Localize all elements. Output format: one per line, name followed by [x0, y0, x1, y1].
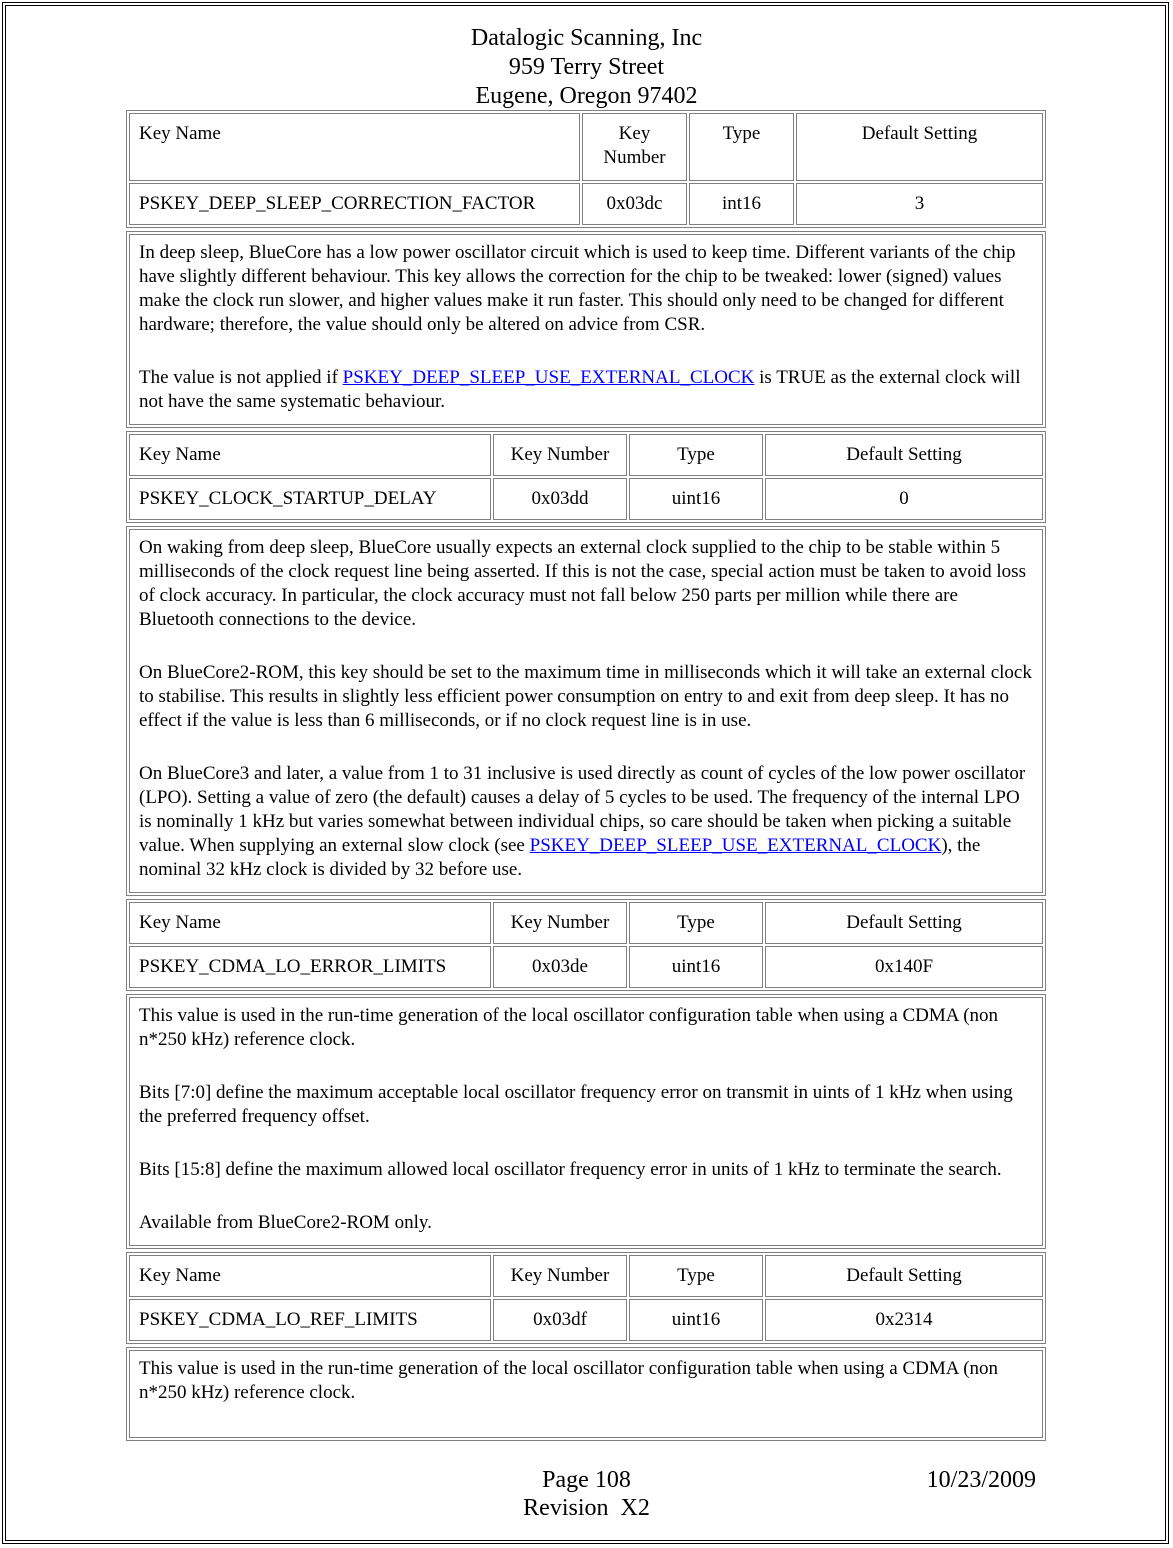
key-name-header: Key Name: [129, 434, 491, 476]
company-city: Eugene, Oregon 97402: [475, 83, 698, 109]
revision: Revision X2: [523, 1495, 650, 1521]
key-table-cdma-lo-ref-limits: [126, 1252, 1046, 1344]
key-number-value: 0x03de: [493, 946, 627, 988]
key-value-row: [129, 1299, 1043, 1341]
company-name: Datalogic Scanning, Inc: [470, 25, 703, 51]
key-name-value: PSKEY_DEEP_SLEEP_CORRECTION_FACTOR: [129, 183, 580, 225]
type-value: uint16: [629, 946, 763, 988]
document-header: [0, 24, 1173, 111]
key-table-deep-sleep-correction-factor: [126, 110, 1046, 228]
key-number-value: 0x03dd: [493, 478, 627, 520]
key-number-value: 0x03df: [493, 1299, 627, 1341]
default-setting-value: 3: [796, 183, 1043, 225]
key-name-header: Key Name: [129, 902, 491, 944]
key-header-row: [129, 1255, 1043, 1297]
key-number-header: Key Number: [493, 902, 627, 944]
type-header: Type: [629, 1255, 763, 1297]
description-paragraph: Available from BlueCore2-ROM only.: [139, 1212, 432, 1233]
key-name-header: Key Name: [129, 113, 580, 181]
deep-sleep-use-external-clock-link[interactable]: PSKEY_DEEP_SLEEP_USE_EXTERNAL_CLOCK: [342, 367, 755, 388]
type-value: uint16: [629, 478, 763, 520]
key-value-row: [129, 946, 1043, 988]
key-description: [129, 997, 1043, 1246]
description-paragraph: In deep sleep, BlueCore has a low power oscillator circuit which is used to keep time. Different variants of the chip have slightly different behaviour. This key allows the correction for the chip to be tweaked: lower (signed) values make the clock run slower, and higher values make it run faster. This should only need to be changed for different hardware; therefore, the value should only be altered on advice from CSR.: [139, 242, 1016, 335]
key-number-header: Key Number: [493, 434, 627, 476]
description-paragraph: The value is not applied if PSKEY_DEEP_SLEEP_USE_EXTERNAL_CLOCK is TRUE as the external clock will not have the same systematic behaviour.: [139, 367, 1021, 412]
key-name-value: PSKEY_CDMA_LO_ERROR_LIMITS: [129, 946, 491, 988]
description-paragraph: Bits [15:8] define the maximum allowed local oscillator frequency error in units of 1 kHz to terminate the search.: [139, 1159, 1002, 1180]
deep-sleep-use-external-clock-link[interactable]: PSKEY_DEEP_SLEEP_USE_EXTERNAL_CLOCK: [529, 835, 942, 856]
company-street: 959 Terry Street: [508, 54, 665, 80]
default-setting-value: 0x140F: [765, 946, 1043, 988]
key-number-header: Key Number: [582, 113, 687, 181]
key-value-row: [129, 183, 1043, 225]
description-paragraph: On BlueCore3 and later, a value from 1 to 31 inclusive is used directly as count of cycles of the low power oscillator (LPO). Setting a value of zero (the default) causes a delay of 5 cycles to be used. The frequency of the internal LPO is nominally 1 kHz but varies somewhat between individual chips, so care should be taken when picking a suitable value. When supplying an external slow clock (see PSKEY_DEEP_SLEEP_USE_EXTERNAL_CLOCK), the nominal 32 kHz clock is divided by 32 before use.: [139, 763, 1026, 880]
type-header: Type: [629, 902, 763, 944]
default-setting-header: Default Setting: [765, 1255, 1043, 1297]
description-paragraph: On BlueCore2-ROM, this key should be set to the maximum time in milliseconds which it will take an external clock to stabilise. This results in slightly less efficient power consumption on entry to and exit from deep sleep. It has no effect if the value is less than 6 milliseconds, or if no clock request line is in use.: [139, 662, 1032, 731]
default-setting-header: Default Setting: [796, 113, 1043, 181]
page-number: Page 108: [542, 1467, 631, 1493]
default-setting-value: 0: [765, 478, 1043, 520]
type-value: uint16: [629, 1299, 763, 1341]
key-name-header: Key Name: [129, 1255, 491, 1297]
type-header: Type: [689, 113, 794, 181]
key-tables: [126, 110, 1046, 1444]
key-header-row: [129, 434, 1043, 476]
description-paragraph: On waking from deep sleep, BlueCore usually expects an external clock supplied to the chip to be stable within 5 milliseconds of the clock request line being asserted. If this is not the case, special action must be taken to avoid loss of clock accuracy. In particular, the clock accuracy must not fall below 250 parts per million while there are Bluetooth connections to the device.: [139, 537, 1026, 630]
default-setting-value: 0x2314: [765, 1299, 1043, 1341]
key-description: [129, 234, 1043, 425]
key-number-value: 0x03dc: [582, 183, 687, 225]
key-description: [129, 1350, 1043, 1438]
key-name-value: PSKEY_CLOCK_STARTUP_DELAY: [129, 478, 491, 520]
key-header-row: [129, 113, 1043, 181]
description-paragraph: Bits [7:0] define the maximum acceptable local oscillator frequency error on transmit in uints of 1 kHz when using the preferred frequency offset.: [139, 1082, 1013, 1127]
key-description: [129, 529, 1043, 893]
key-table-cdma-lo-error-limits: [126, 899, 1046, 991]
description-paragraph: This value is used in the run-time generation of the local oscillator configuration table when using a CDMA (non n*250 kHz) reference clock.: [139, 1358, 999, 1403]
key-description-table: [126, 1347, 1046, 1441]
default-setting-header: Default Setting: [765, 434, 1043, 476]
key-description-table: [126, 994, 1046, 1249]
description-paragraph: This value is used in the run-time generation of the local oscillator configuration table when using a CDMA (non n*250 kHz) reference clock.: [139, 1005, 999, 1050]
footer-date: 10/23/2009: [926, 1467, 1036, 1493]
key-number-header: Key Number: [493, 1255, 627, 1297]
key-header-row: [129, 902, 1043, 944]
key-description-table: [126, 231, 1046, 428]
type-value: int16: [689, 183, 794, 225]
type-header: Type: [629, 434, 763, 476]
key-description-table: [126, 526, 1046, 896]
default-setting-header: Default Setting: [765, 902, 1043, 944]
key-name-value: PSKEY_CDMA_LO_REF_LIMITS: [129, 1299, 491, 1341]
key-value-row: [129, 478, 1043, 520]
key-table-clock-startup-delay: [126, 431, 1046, 523]
